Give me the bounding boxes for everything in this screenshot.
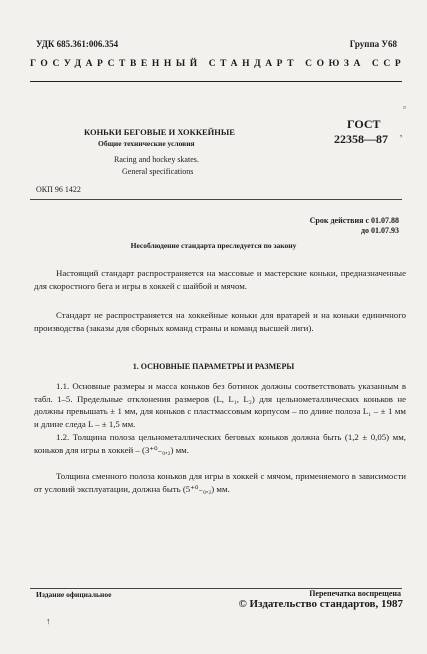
validity-to: до 01.07.93 <box>360 226 399 235</box>
margin-mark: , <box>400 128 403 138</box>
middle-divider <box>30 199 402 200</box>
document-title-en: Racing and hockey skates. <box>114 155 199 164</box>
copyright-label: © Издательство стандартов, 1987 <box>238 598 403 610</box>
scope-paragraph: Настоящий стандарт распространяется на массовые и мастерские коньки, предназначенные для скоростного бега и игры в хоккей с шайбой и мячом. <box>34 268 406 291</box>
group-code: Группа У68 <box>349 39 397 49</box>
state-standard-banner: ГОСУДАРСТВЕННЫЙ СТАНДАРТ СОЮЗА ССР <box>30 59 406 69</box>
document-subtitle-en: General specifications <box>122 167 194 176</box>
exclusion-paragraph: Стандарт не распространяется на хоккейные коньки для вратарей и на коньки единичного производства (заказы для сборных команд страны и команд высшей лиги). <box>34 310 406 333</box>
margin-mark: ↑ <box>46 616 51 626</box>
document-subtitle-ru: Общие технические условия <box>98 139 195 148</box>
document-title-ru: КОНЬКИ БЕГОВЫЕ И ХОККЕЙНЫЕ <box>84 127 235 137</box>
gost-number: 22358—87 <box>334 132 388 146</box>
clause-1-2: 1.2. Толщина полоза цельнометаллических беговых коньков должна быть (1,2 ± 0,05) мм, коньков для игры в хоккей – (3⁺⁰₋₀,₂) мм. <box>34 432 406 455</box>
top-divider <box>30 81 402 82</box>
okp-code: ОКП 96 1422 <box>36 185 81 194</box>
section-heading: 1. ОСНОВНЫЕ ПАРАМЕТРЫ И РАЗМЕРЫ <box>132 362 295 371</box>
udk-code: УДК 685.361:006.354 <box>36 39 119 49</box>
margin-mark: ▫ <box>403 103 406 112</box>
official-edition-label: Издание официальное <box>36 590 112 599</box>
clause-1-2-continued: Толщина сменного полоза коньков для игры в хоккей с мячом, применяемого в зависимости от условий эксплуатации, должна быть (5⁺⁰₋₀,₂) мм. <box>34 471 406 494</box>
reprint-prohibited-label: Перепечатка воспрещена <box>309 589 401 598</box>
legal-notice: Несоблюдение стандарта преследуется по закону <box>130 241 297 250</box>
validity-from: Срок действия с 01.07.88 <box>309 216 399 225</box>
clause-1-1: 1.1. Основные размеры и масса коньков без ботинок должны соответствовать указанным в табл. 1–5. Предельные отклонения размеров (L, L₁, L₂) для цельнометаллических коньков не должны превышать ± 1 мм, для коньков с пластмассовым корпусом – по длине полоза L₁ – ± 1 мм и длине следа L – ± 1,5 мм. <box>34 381 406 429</box>
gost-label: ГОСТ <box>347 117 381 131</box>
